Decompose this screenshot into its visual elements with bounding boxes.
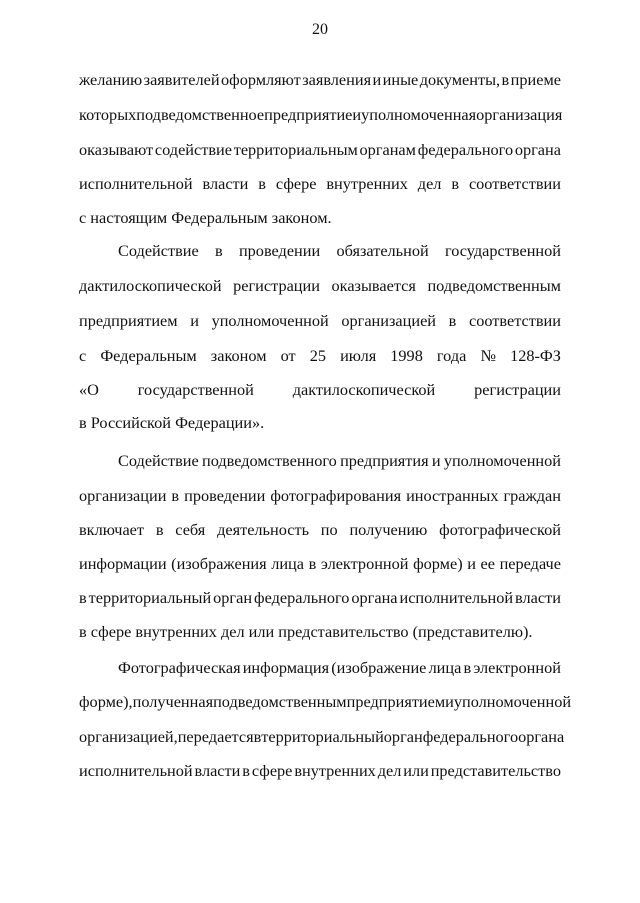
text-line: «О государственной дактилоскопической регистрации: [79, 380, 561, 399]
text-line: в сфере внутренних дел или представительство (представителю).: [79, 622, 533, 641]
text-line: исполнительной власти в сфере внутренних дел в соответствии: [79, 174, 561, 193]
text-line: Содействие в проведении обязательной государственной: [118, 241, 561, 260]
text-line: дактилоскопической регистрации оказывается подведомственным: [79, 276, 561, 295]
text-line: с настоящим Федеральным законом.: [79, 208, 332, 227]
text-line: включает в себя деятельность по получению фотографической: [79, 520, 561, 539]
text-line: с Федеральным законом от 25 июля 1998 года № 128-ФЗ: [79, 346, 561, 365]
text-line: которых подведомственное предприятие и уполномоченная организация: [79, 105, 563, 124]
text-line: оказывают содействие территориальным органам федерального органа: [79, 140, 561, 159]
text-line: в территориальный орган федерального органа исполнительной власти: [79, 588, 561, 607]
text-line: организации в проведении фотографирования иностранных граждан: [79, 486, 561, 505]
text-line: форме), полученная подведомственным предприятием и уполномоченной: [79, 692, 572, 711]
text-line: Фотографическая информация (изображение лица в электронной: [118, 658, 561, 677]
text-line: Содействие подведомственного предприятия и уполномоченной: [118, 451, 561, 470]
text-line: желанию заявителей оформляют заявления и иные документы, в приеме: [79, 70, 561, 89]
text-line: информации (изображения лица в электронной форме) и ее передаче: [79, 554, 561, 573]
text-line: в Российской Федерации».: [79, 413, 265, 432]
text-line: предприятием и уполномоченной организацией в соответствии: [79, 311, 561, 330]
page-number: 20: [312, 21, 328, 38]
text-line: организацией, передается в территориальный орган федерального органа: [79, 727, 565, 746]
text-line: исполнительной власти в сфере внутренних дел или представительство: [79, 761, 561, 780]
